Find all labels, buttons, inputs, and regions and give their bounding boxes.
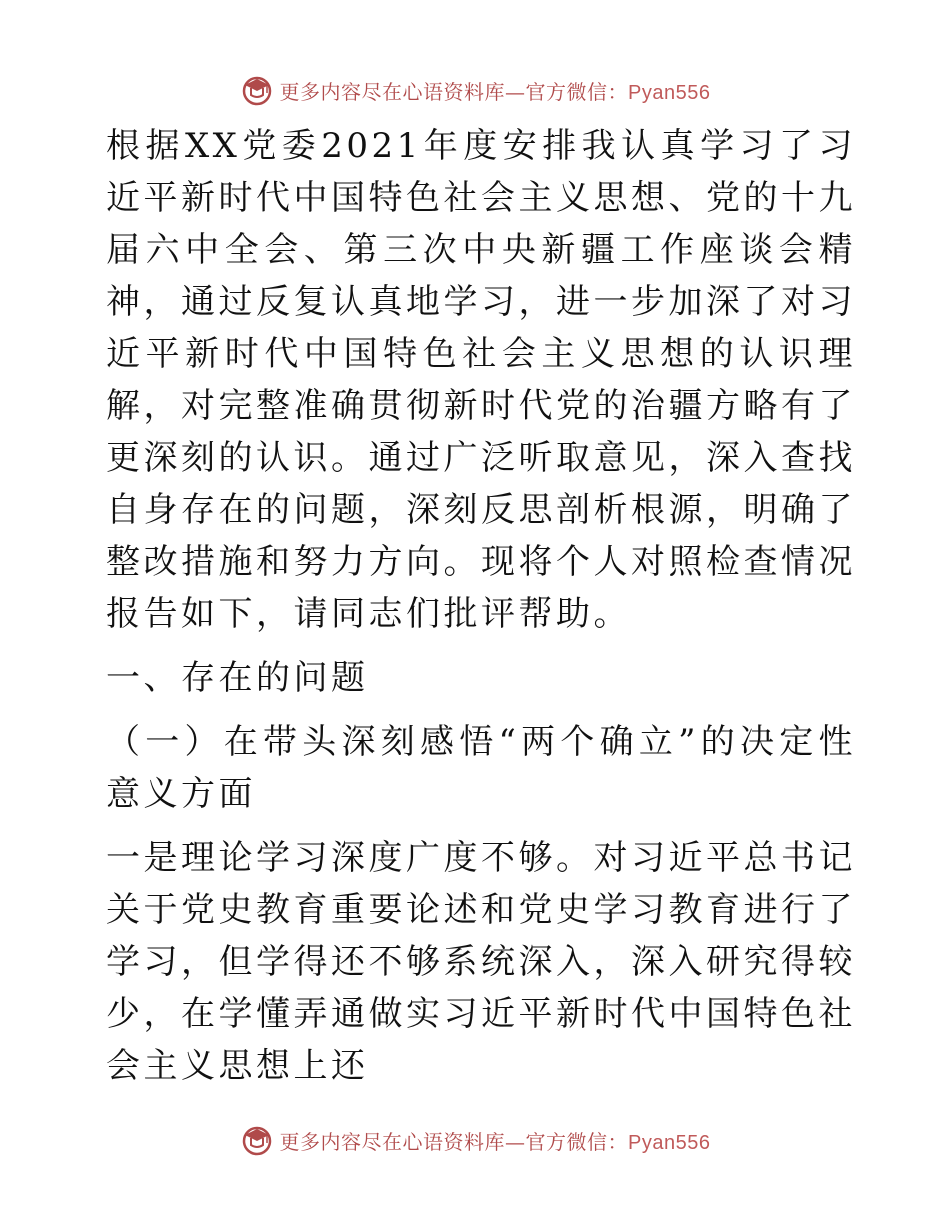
watermark-text [280,1126,711,1155]
watermark-account: Pyan556 [628,1131,711,1154]
mortarboard-seal-icon [240,73,274,107]
subsection-heading: （一）在带头深刻感悟“两个确立”的决定性意义方面 [106,722,856,814]
point-paragraph: 一是理论学习深度广度不够。对习近平总书记关于党史教育重要论述和党史学习教育进行了学习，但学得还不够系统深入，深入研究得较少，在学懂弄通做实习近平新时代中国特色社会主义思想上还 [106,838,856,1086]
intro-paragraph: 根据XX党委2021年度安排我认真学习了习近平新时代中国特色社会主义思想、党的十九届六中全会、第三次中央新疆工作座谈会精神，通过反复认真地学习，进一步加深了对习近平新时代中国特色社会主义思想的认识理解，对完整准确贯彻新时代党的治疆方略有了更深刻的认识。通过广泛听取意见，深入查找自身存在的问题，深刻反思剖析根源，明确了整改措施和努力方向。现将个人对照检查情况报告如下，请同志们批评帮助。 [106,126,856,634]
watermark-account: Pyan556 [628,81,711,104]
footer-watermark [0,1120,950,1160]
watermark-label: 更多内容尽在心语资料库—官方微信： [279,79,629,104]
document-body [96,120,856,1092]
header-watermark [0,70,950,110]
watermark-label: 更多内容尽在心语资料库—官方微信： [279,1129,629,1154]
mortarboard-seal-icon [240,1123,274,1157]
watermark-text [280,76,711,105]
section-heading: 一、存在的问题 [106,658,369,698]
